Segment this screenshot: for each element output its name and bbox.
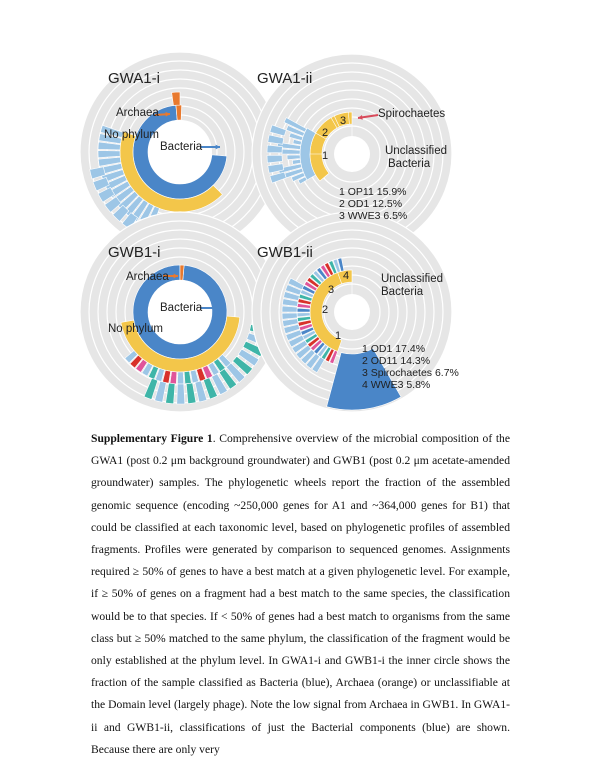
label-bacteria-gwb1: Bacteria — [160, 302, 203, 314]
legend-gwa1-ii-1: 1 OP11 15.9% — [339, 186, 407, 198]
legend-gwb1-ii-3: 3 Spirochaetes 6.7% — [362, 367, 459, 379]
order-segment — [282, 306, 297, 312]
label-bacteria-gwb1-ii: Bacteria — [381, 286, 424, 298]
ring-number-3: 3 — [340, 115, 347, 127]
ring-number-1: 1 — [322, 150, 329, 162]
label-bacteria-gwa1-ii: Bacteria — [388, 158, 431, 170]
label-no-phylum-gwb1: No phylum — [108, 323, 163, 335]
center-hole — [334, 136, 370, 172]
label-bacteria: Bacteria — [160, 141, 203, 153]
caption-text: . Comprehensive overview of the microbial composition of the GWA1 (post 0.2 μm background groundwater) and GWB1 (post 0.2 μm acetate-amended groundwater) samples. The phylogenetic wheels report the fraction of the assembled genomic sequence (encoding ~250,000 genes for A1 and ~364,000 genes for B1) that could be classified at each taxonomic level, based on phylogenetic profiles of assembled fragments. Profiles were generated by comparison to sequenced genomes. Assignments required ≥ 50% of genes to have a best match at a given phylogenetic level. For example, if ≥ 50% of genes on a fragment had a best match to the same species, the classification would be to that species. If < 50% of genes had a best match to organisms from the same class but ≥ 50% matched to the same phylum, the classification of the fragment would be only established at the phylum level. In GWA1-i and GWB1-i the inner circle shows the fraction of the sample classified as Bacteria (blue), Archaea (orange) or unclassifiable at the Domain level (largely phage). Note the low signal from Archaea in GWB1. In GWA1-ii and GWB1-ii, classifications of just the Bacterial components (blue) are shown. Because there are only very — [91, 432, 511, 756]
legend-gwb1-ii-4: 4 WWE3 5.8% — [362, 379, 431, 391]
class-segment — [177, 372, 183, 384]
order-sub — [267, 145, 282, 153]
class-sub — [287, 155, 300, 160]
archaea-ring-segment — [176, 105, 182, 120]
ring-number-3-b: 3 — [328, 284, 335, 296]
label-no-phylum: No phylum — [104, 129, 159, 141]
ring-number-1-b: 1 — [335, 330, 342, 342]
legend-gwb1-ii-1: 1 OD1 17.4% — [362, 343, 426, 355]
order-sub — [267, 155, 282, 163]
ring-number-4-b: 4 — [343, 270, 350, 282]
class-segment — [297, 308, 310, 312]
panel-title-gwa1-ii: GWA1-ii — [257, 70, 313, 87]
label-unclassified-gwb1: Unclassified — [381, 273, 443, 285]
panel-title-gwa1-i: GWA1-i — [108, 70, 160, 87]
panel-title-gwb1-ii: GWB1-ii — [257, 244, 313, 261]
label-unclassified: Unclassified — [385, 145, 447, 157]
figure-caption — [91, 428, 510, 761]
label-archaea: Archaea — [116, 107, 159, 119]
legend-gwa1-ii-2: 2 OD1 12.5% — [339, 198, 403, 210]
legend-gwa1-ii-3: 3 WWE3 6.5% — [339, 210, 408, 222]
label-spirochaetes: Spirochaetes — [378, 108, 446, 120]
caption-heading: Supplementary Figure 1 — [91, 432, 213, 445]
class-segment — [98, 151, 120, 158]
label-archaea-gwb1: Archaea — [126, 271, 169, 283]
ring-number-2: 2 — [322, 127, 329, 139]
ring-number-2-b: 2 — [322, 304, 329, 316]
legend-gwb1-ii-2: 2 OD11 14.3% — [362, 355, 431, 367]
order-segment — [177, 384, 185, 404]
archaea-phylum — [172, 92, 180, 105]
panel-title-gwb1-i: GWB1-i — [108, 244, 161, 261]
center-hole — [334, 294, 370, 330]
